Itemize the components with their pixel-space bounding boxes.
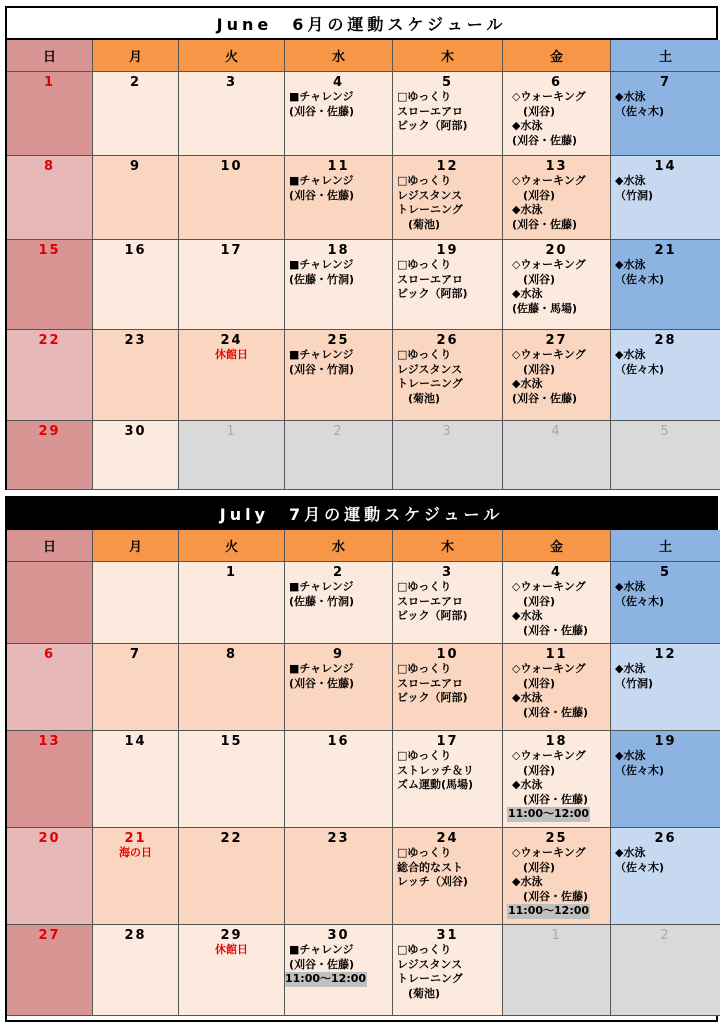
weekday-header: 木 [393,40,503,72]
day-cell [7,72,93,156]
day-number: 29 [38,424,61,439]
day-cell [503,240,611,330]
event-line: ビック（阿部) [397,119,468,132]
day-cell [285,644,393,731]
day-number: 11 [545,647,568,662]
day-cell [7,421,93,490]
day-number: 31 [436,928,459,943]
holiday-label: 海の日 [119,846,152,859]
day-cell [7,240,93,330]
event-line: (刈谷・佐藤) [512,133,578,147]
day-cell [503,925,611,1016]
june-title: June 6月の運動スケジュール [7,8,716,40]
event-line: ビック（阿部) [397,691,468,704]
weekday-header: 土 [611,40,720,72]
event-line: ◇ウォーキング [512,580,586,593]
day-number: 3 [225,75,238,90]
day-number: 1 [225,565,238,580]
time-badge: 11:00～12:00 [508,807,590,820]
day-cell [393,330,503,421]
event-line: (刈谷・佐藤) [512,391,578,405]
day-number: 10 [436,647,459,662]
event-line: (菊池) [397,391,441,405]
event-line: ◇ウォーキング [512,846,586,859]
day-number: 26 [436,333,459,348]
weekday-header: 日 [7,40,93,72]
day-number: 4 [551,424,562,439]
day-number: 3 [441,565,454,580]
event-line: □ゆっくり [397,174,452,187]
day-number: 12 [654,647,677,662]
day-number: 20 [545,243,568,258]
event-line: ◆水泳 [615,749,646,762]
day-number: 1 [226,424,237,439]
event-line: ◆水泳 [512,287,543,300]
day-cell [393,731,503,828]
weekday-header: 金 [503,40,611,72]
event-line: (刈谷) [512,676,556,690]
day-number: 2 [332,565,345,580]
day-cell [503,156,611,240]
event-line: (刈谷) [512,860,556,874]
day-number: 12 [436,159,459,174]
day-number: 6 [550,75,563,90]
day-number: 19 [436,243,459,258]
day-cell [285,925,393,1016]
event-line: ◆水泳 [615,348,646,361]
day-cell [285,562,393,644]
weekday-header: 水 [285,530,393,562]
day-cell [93,644,179,731]
event-line: スローエアロ [397,676,463,690]
day-number: 7 [129,647,142,662]
day-cell [179,240,285,330]
day-cell [393,925,503,1016]
event-line: （佐々木) [615,272,665,286]
july-title: July 7月の運動スケジュール [7,498,716,530]
day-number: 17 [220,243,243,258]
event-line: （佐々木) [615,104,665,118]
day-cell [285,828,393,925]
day-cell [503,828,611,925]
day-cell [611,72,720,156]
day-cell [179,731,285,828]
event-line: (菊池) [397,986,441,1000]
day-number: 30 [327,928,350,943]
day-cell [93,828,179,925]
day-number: 2 [660,928,671,943]
day-number: 3 [442,424,453,439]
event-line: トレーニング [397,203,463,216]
day-number: 20 [38,831,61,846]
event-line: ストレッチ＆リ [397,763,474,777]
day-cell [393,421,503,490]
june-grid [7,40,716,490]
day-cell [7,330,93,421]
day-number: 27 [38,928,61,943]
day-cell [611,562,720,644]
event-time [285,972,388,987]
day-cell [611,731,720,828]
event-line: ◇ウォーキング [512,258,586,271]
day-cell [503,330,611,421]
event-line: ◆水泳 [615,90,646,103]
weekday-header: 火 [179,40,285,72]
event-line: (刈谷・佐藤) [512,889,589,903]
day-cell [611,240,720,330]
day-number: 18 [327,243,350,258]
event-line: ■チャレンジ [289,580,354,593]
event-line: □ゆっくり [397,662,452,675]
june-calendar [5,6,718,490]
event-line: (刈谷・佐藤) [289,188,355,202]
day-cell [611,925,720,1016]
event-line: トレーニング [397,972,463,985]
day-cell [179,925,285,1016]
event-line: ■チャレンジ [289,943,354,956]
day-cell [179,644,285,731]
day-cell [179,330,285,421]
weekday-header: 月 [93,40,179,72]
day-cell [7,156,93,240]
event-line: ◆水泳 [615,846,646,859]
event-line: (刈谷) [512,763,556,777]
event-line: ■チャレンジ [289,174,354,187]
event-line: (刈谷) [512,594,556,608]
day-cell [503,644,611,731]
day-cell [393,156,503,240]
day-number: 27 [545,333,568,348]
event-line: ◆水泳 [615,580,646,593]
day-cell [93,240,179,330]
event-line: (刈谷・竹洞) [289,362,355,376]
day-cell [7,731,93,828]
day-cell [611,828,720,925]
event-line: (刈谷・佐藤) [512,217,578,231]
day-number: 9 [129,159,142,174]
day-number: 18 [545,734,568,749]
day-number: 21 [124,831,147,846]
day-number: 22 [220,831,243,846]
day-number: 29 [220,928,243,943]
event-line: レジスタンス [397,188,463,202]
event-line: ◆水泳 [512,609,543,622]
event-line: □ゆっくり [397,749,452,762]
event-line: (刈谷) [512,362,556,376]
time-badge: 11:00～12:00 [508,904,590,917]
day-cell [285,421,393,490]
day-number: 28 [654,333,677,348]
weekday-header: 日 [7,530,93,562]
time-badge: 11:00～12:00 [285,972,367,985]
weekday-header: 火 [179,530,285,562]
day-cell [285,731,393,828]
day-cell [393,72,503,156]
day-number: 9 [332,647,345,662]
day-number: 25 [327,333,350,348]
holiday-label: 休館日 [215,943,248,956]
event-line: (刈谷・佐藤) [289,676,355,690]
event-line: □ゆっくり [397,943,452,956]
event-line: ◆水泳 [512,377,543,390]
event-line: ◆水泳 [512,203,543,216]
day-cell [285,240,393,330]
weekday-header: 木 [393,530,503,562]
day-cell [611,421,720,490]
event-line: レジスタンス [397,957,463,971]
event-line: ◇ウォーキング [512,749,586,762]
day-number: 23 [327,831,350,846]
day-number: 4 [550,565,563,580]
event-line: ◇ウォーキング [512,662,586,675]
day-number: 25 [545,831,568,846]
event-time [507,904,606,919]
day-number: 26 [654,831,677,846]
day-number: 1 [551,928,562,943]
day-number: 8 [43,159,56,174]
event-line: ◆水泳 [615,174,646,187]
day-cell [611,156,720,240]
day-number: 13 [38,734,61,749]
event-line: (刈谷) [512,188,556,202]
day-number: 2 [333,424,344,439]
day-number: 24 [436,831,459,846]
event-line: （佐々木) [615,594,665,608]
event-line: （竹洞) [615,676,654,690]
event-line: （竹洞) [615,188,654,202]
event-line: (刈谷) [512,272,556,286]
weekday-header: 土 [611,530,720,562]
day-cell [7,925,93,1016]
day-number: 7 [659,75,672,90]
day-cell [285,330,393,421]
day-number: 16 [124,243,147,258]
day-number: 11 [327,159,350,174]
day-number: 17 [436,734,459,749]
day-number: 6 [43,647,56,662]
day-number: 21 [654,243,677,258]
day-number: 2 [129,75,142,90]
day-number: 5 [441,75,454,90]
event-line: （佐々木) [615,763,665,777]
event-time [507,807,606,822]
day-cell [611,644,720,731]
event-line: ズム運動(馬場) [397,778,474,791]
event-line: ■チャレンジ [289,90,354,103]
day-cell [93,72,179,156]
event-line: レジスタンス [397,362,463,376]
event-line: 総合的なスト [397,860,463,874]
day-number: 14 [654,159,677,174]
event-line: (刈谷・佐藤) [289,104,355,118]
day-cell [7,562,93,644]
event-line: ◆水泳 [615,258,646,271]
day-number: 30 [124,424,147,439]
day-cell [93,925,179,1016]
event-line: スローエアロ [397,104,463,118]
event-line: □ゆっくり [397,846,452,859]
day-number: 8 [225,647,238,662]
day-number: 5 [660,424,671,439]
day-cell [7,644,93,731]
day-cell [393,828,503,925]
event-line: (佐藤・竹洞) [289,594,355,608]
event-line: (刈谷・佐藤) [289,957,355,971]
day-cell [93,731,179,828]
event-line: ◆水泳 [512,875,543,888]
event-line: ◆水泳 [512,119,543,132]
event-line: (刈谷・佐藤) [512,792,589,806]
event-line: □ゆっくり [397,348,452,361]
day-cell [93,330,179,421]
july-grid [7,530,716,1016]
day-cell [179,421,285,490]
event-line: （佐々木) [615,362,665,376]
day-number: 5 [659,565,672,580]
day-number: 19 [654,734,677,749]
day-number: 1 [43,75,56,90]
day-cell [93,562,179,644]
event-line: (刈谷・佐藤) [512,705,589,719]
day-cell [503,72,611,156]
event-line: ◆水泳 [512,691,543,704]
day-cell [7,828,93,925]
day-cell [179,72,285,156]
weekday-header: 月 [93,530,179,562]
event-line: ■チャレンジ [289,662,354,675]
event-line: □ゆっくり [397,580,452,593]
day-number: 16 [327,734,350,749]
event-line: レッチ（刈谷) [397,875,468,888]
event-line: (佐藤・竹洞) [289,272,355,286]
event-line: ◇ウォーキング [512,348,586,361]
event-line: (刈谷・佐藤) [512,623,589,637]
event-line: ◆水泳 [615,662,646,675]
event-line: (菊池) [397,217,441,231]
day-number: 23 [124,333,147,348]
event-line: ■チャレンジ [289,348,354,361]
day-cell [179,562,285,644]
event-line: ◆水泳 [512,778,543,791]
day-cell [503,421,611,490]
event-line: (佐藤・馬場) [512,301,578,315]
day-cell [503,731,611,828]
day-number: 4 [332,75,345,90]
day-number: 15 [38,243,61,258]
day-number: 10 [220,159,243,174]
day-cell [93,156,179,240]
day-cell [285,156,393,240]
day-cell [393,240,503,330]
event-line: スローエアロ [397,272,463,286]
day-cell [179,156,285,240]
day-number: 28 [124,928,147,943]
day-cell [393,562,503,644]
day-number: 15 [220,734,243,749]
day-cell [285,72,393,156]
event-line: □ゆっくり [397,90,452,103]
event-line: □ゆっくり [397,258,452,271]
event-line: ビック（阿部) [397,609,468,622]
event-line: (刈谷) [512,104,556,118]
day-cell [503,562,611,644]
event-line: ◇ウォーキング [512,174,586,187]
event-line: ■チャレンジ [289,258,354,271]
day-number: 24 [220,333,243,348]
day-number: 13 [545,159,568,174]
day-cell [611,330,720,421]
event-line: ビック（阿部) [397,287,468,300]
day-cell [179,828,285,925]
day-cell [93,421,179,490]
weekday-header: 金 [503,530,611,562]
day-cell [393,644,503,731]
event-line: スローエアロ [397,594,463,608]
weekday-header: 水 [285,40,393,72]
holiday-label: 休館日 [215,348,248,361]
event-line: トレーニング [397,377,463,390]
event-line: （佐々木) [615,860,665,874]
july-calendar [5,496,718,1022]
event-line: ◇ウォーキング [512,90,586,103]
day-number: 22 [38,333,61,348]
day-number: 14 [124,734,147,749]
